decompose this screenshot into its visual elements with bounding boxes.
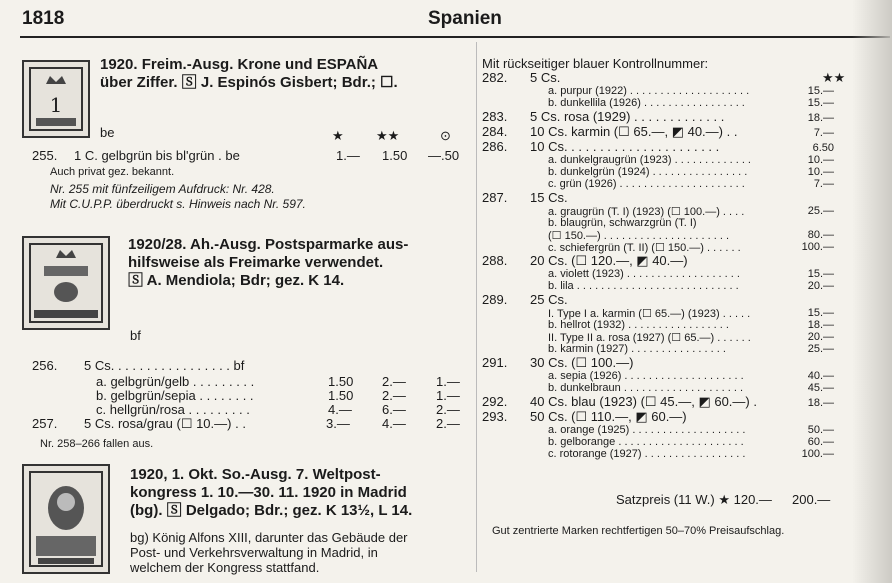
- col-head-mnh: ★★: [822, 70, 846, 85]
- variant-desc: a. gelbgrün/gelb . . . . . . . . .: [96, 374, 255, 389]
- price-mnh: 10.—: [807, 166, 834, 178]
- price-mnh: 10.—: [807, 154, 834, 166]
- variant-desc: c. hellgrün/rosa . . . . . . . . .: [96, 402, 250, 417]
- price-mnh: 6.—: [382, 402, 406, 417]
- stamp-image-be: [22, 60, 90, 138]
- col-head-mint: ★: [332, 128, 344, 143]
- price-mnh: 2.—: [382, 388, 406, 403]
- price-mnh: 20.—: [807, 280, 834, 292]
- price-mint: 3.—: [326, 416, 350, 431]
- issue-title-1920-upu-line2: kongress 1. 10.—30. 11. 1920 in Madrid: [130, 484, 407, 501]
- note: Nr. 255 mit fünfzeiligem Aufdruck: Nr. 428.: [50, 182, 275, 196]
- catalog-desc: 5 Cs. rosa/grau (☐ 10.—) . .: [84, 416, 246, 431]
- price-mint: 4.—: [328, 402, 352, 417]
- design-description: welchem der Kongress stattfand.: [130, 560, 320, 575]
- issue-title-1920-line2: über Ziffer. 🅂 J. Espinós Gisbert; Bdr.; ☐.: [100, 74, 398, 91]
- column-divider: [476, 42, 477, 572]
- price-mnh: 18.—: [807, 397, 834, 409]
- catalog-desc: 5 Cs. . . . . . . . . . . . . . . . . bf: [84, 358, 245, 373]
- variant-desc: c. grün (1926) . . . . . . . . . . . . . . . . . . . . .: [548, 178, 745, 190]
- catalog-number: 287.: [482, 190, 508, 205]
- price-mnh: 80.—: [807, 229, 834, 241]
- catalog-desc: 1 C. gelbgrün bis bl'grün . be: [74, 148, 240, 163]
- stamp-crown-icon: [28, 66, 84, 132]
- price-mnh: 15.—: [807, 85, 834, 97]
- catalog-desc: 5 Cs. rosa (1929) . . . . . . . . . . . . .: [530, 109, 725, 124]
- catalog-number: 257.: [32, 416, 58, 431]
- issue-title-1920-28-line3: 🅂 A. Mendiola; Bdr; gez. K 14.: [128, 272, 345, 289]
- price-mnh: 50.—: [807, 424, 834, 436]
- price-mnh: 25.—: [807, 205, 834, 217]
- variant-desc: I. Type I a. karmin (☐ 65.—) (1923) . . . . .: [548, 308, 751, 320]
- price-mnh: 15.—: [807, 97, 834, 109]
- price-used: 2.—: [436, 416, 460, 431]
- set-price: Satzpreis (11 W.) ★ 120.—: [616, 492, 772, 507]
- variant-desc: b. gelborange . . . . . . . . . . . . . . . . . . . . .: [548, 436, 744, 448]
- centering-note: Gut zentrierte Marken rechtfertigen 50–70% Preisaufschlag.: [492, 525, 785, 537]
- variant-desc: b. dunkelgrün (1924) . . . . . . . . . . . . . . . .: [548, 166, 748, 178]
- price-mnh: 7.—: [813, 178, 834, 190]
- catalog-number: 286.: [482, 139, 508, 154]
- variant-desc: c. schiefergrün (T. II) (☐ 150.—) . . . . . .: [548, 242, 741, 254]
- catalog-desc: 5 Cs.: [530, 70, 561, 85]
- price-used: 2.—: [436, 402, 460, 417]
- stamp-image-bf: [22, 236, 110, 330]
- design-description: Post- und Verkehrsverwaltung in Madrid, in: [130, 545, 378, 560]
- catalog-number: 292.: [482, 394, 508, 409]
- price-used: —.50: [428, 148, 460, 163]
- variant-desc: (☐ 150.—) . . . . . . . . . . . . . . . . . . . . .: [548, 230, 730, 242]
- stamp-envelope-icon: [28, 242, 104, 324]
- page-number: 1818: [22, 8, 65, 29]
- variant-desc: a. dunkelgraugrün (1923) . . . . . . . . . . . . .: [548, 154, 751, 166]
- price-mnh: 2.—: [382, 374, 406, 389]
- variant-desc: b. gelbgrün/sepia . . . . . . . .: [96, 388, 254, 403]
- catalog-desc: 10 Cs. karmin (☐ 65.—, ◩ 40.—) . .: [530, 124, 738, 139]
- set-price-value: 200.—: [792, 492, 831, 507]
- note: Nr. 258–266 fallen aus.: [40, 438, 154, 450]
- stamp-portrait-icon: [28, 470, 104, 568]
- price-mnh: 18.—: [807, 112, 834, 124]
- variant-desc: a. violett (1923) . . . . . . . . . . . . . . . . . . .: [548, 268, 740, 280]
- variant-desc: a. graugrün (T. I) (1923) (☐ 100.—) . . . .: [548, 206, 745, 218]
- note: Auch privat gez. bekannt.: [50, 166, 175, 178]
- issue-title-1920-28: 1920/28. Ah.-Ausg. Postsparmarke aus-: [128, 236, 409, 253]
- design-description: bg) König Alfons XIII, darunter das Gebäude der: [130, 530, 408, 545]
- catalog-number: 291.: [482, 355, 508, 370]
- catalog-desc: 10 Cs. . . . . . . . . . . . . . . . . . . . . .: [530, 139, 720, 154]
- page-title: Spanien: [428, 8, 502, 29]
- price-mnh: 15.—: [807, 307, 834, 319]
- price-mnh: 18.—: [807, 319, 834, 331]
- variant-desc: a. purpur (1922) . . . . . . . . . . . . . . . . . . . .: [548, 85, 750, 97]
- catalog-desc: 25 Cs.: [530, 292, 568, 307]
- price-mnh: 20.—: [807, 331, 834, 343]
- catalog-desc: 30 Cs. (☐ 100.—): [530, 355, 634, 370]
- issue-title-1920-upu: 1920, 1. Okt. So.-Ausg. 7. Weltpost-: [130, 466, 381, 483]
- price-mnh: 7.—: [813, 127, 834, 139]
- price-mnh: 25.—: [807, 343, 834, 355]
- price-mnh: 6.50: [812, 142, 834, 154]
- issue-title-1920-28-line2: hilfsweise als Freimarke verwendet.: [128, 254, 384, 271]
- catalog-number: 289.: [482, 292, 508, 307]
- price-mnh: 15.—: [807, 268, 834, 280]
- stamp-image-bg: [22, 464, 110, 574]
- catalog-number: 288.: [482, 253, 508, 268]
- price-mnh: 100.—: [801, 241, 834, 253]
- variant-desc: b. hellrot (1932) . . . . . . . . . . . . . . . . .: [548, 319, 729, 331]
- catalog-number: 293.: [482, 409, 508, 424]
- price-mnh: 60.—: [807, 436, 834, 448]
- price-mnh: 1.50: [382, 148, 408, 163]
- note: Mit C.U.P.P. überdruckt s. Hinweis nach Nr. 597.: [50, 197, 306, 211]
- stamp-label-be: be: [100, 125, 115, 140]
- col-head-used: ⊙: [440, 128, 451, 143]
- header-rule: [20, 36, 890, 38]
- variant-desc: a. sepia (1926) . . . . . . . . . . . . . . . . . . . .: [548, 370, 744, 382]
- variant-desc: c. rotorange (1927) . . . . . . . . . . . . . . . . .: [548, 448, 746, 460]
- col-head-mnh: ★★: [376, 128, 400, 143]
- catalog-desc: 40 Cs. blau (1923) (☐ 45.—, ◩ 60.—) .: [530, 394, 757, 409]
- variant-desc: b. karmin (1927) . . . . . . . . . . . . . . . .: [548, 343, 726, 355]
- catalog-number: 284.: [482, 124, 508, 139]
- price-used: 1.—: [436, 388, 460, 403]
- catalog-desc: 20 Cs. (☐ 120.—, ◩ 40.—): [530, 253, 688, 268]
- issue-title-1920: 1920. Freim.-Ausg. Krone und ESPAÑA: [100, 56, 379, 73]
- variant-desc: b. lila . . . . . . . . . . . . . . . . . . . . . . . . . . .: [548, 280, 739, 292]
- catalog-desc: 50 Cs. (☐ 110.—, ◩ 60.—): [530, 409, 687, 424]
- variant-desc: b. dunkelbraun . . . . . . . . . . . . . . . . . . . .: [548, 382, 744, 394]
- stamp-label-bf: bf: [130, 328, 141, 343]
- price-mnh: 45.—: [807, 382, 834, 394]
- svg-text:1: 1: [49, 93, 63, 117]
- catalog-number: 282.: [482, 70, 508, 85]
- variant-desc: II. Type II a. rosa (1927) (☐ 65.—) . . . . . .: [548, 332, 751, 344]
- variant-desc: a. orange (1925) . . . . . . . . . . . . . . . . . . .: [548, 424, 746, 436]
- issue-title-1920-upu-line3: (bg). 🅂 Delgado; Bdr.; gez. K 13½, L 14.: [130, 502, 413, 519]
- price-mint: 1.50: [328, 374, 354, 389]
- price-mint: 1.—: [336, 148, 360, 163]
- catalog-number: 255.: [32, 148, 58, 163]
- price-mint: 1.50: [328, 388, 354, 403]
- page-edge-shadow: [852, 0, 892, 583]
- price-used: 1.—: [436, 374, 460, 389]
- control-number-intro: Mit rückseitiger blauer Kontrollnummer:: [482, 56, 709, 71]
- catalog-number: 256.: [32, 358, 58, 373]
- variant-desc: b. dunkellila (1926) . . . . . . . . . . . . . . . . .: [548, 97, 745, 109]
- catalog-number: 283.: [482, 109, 508, 124]
- variant-desc: b. blaugrün, schwarzgrün (T. I): [548, 217, 697, 229]
- catalog-desc: 15 Cs.: [530, 190, 568, 205]
- price-mnh: 100.—: [801, 448, 834, 460]
- price-mnh: 4.—: [382, 416, 406, 431]
- price-mnh: 40.—: [807, 370, 834, 382]
